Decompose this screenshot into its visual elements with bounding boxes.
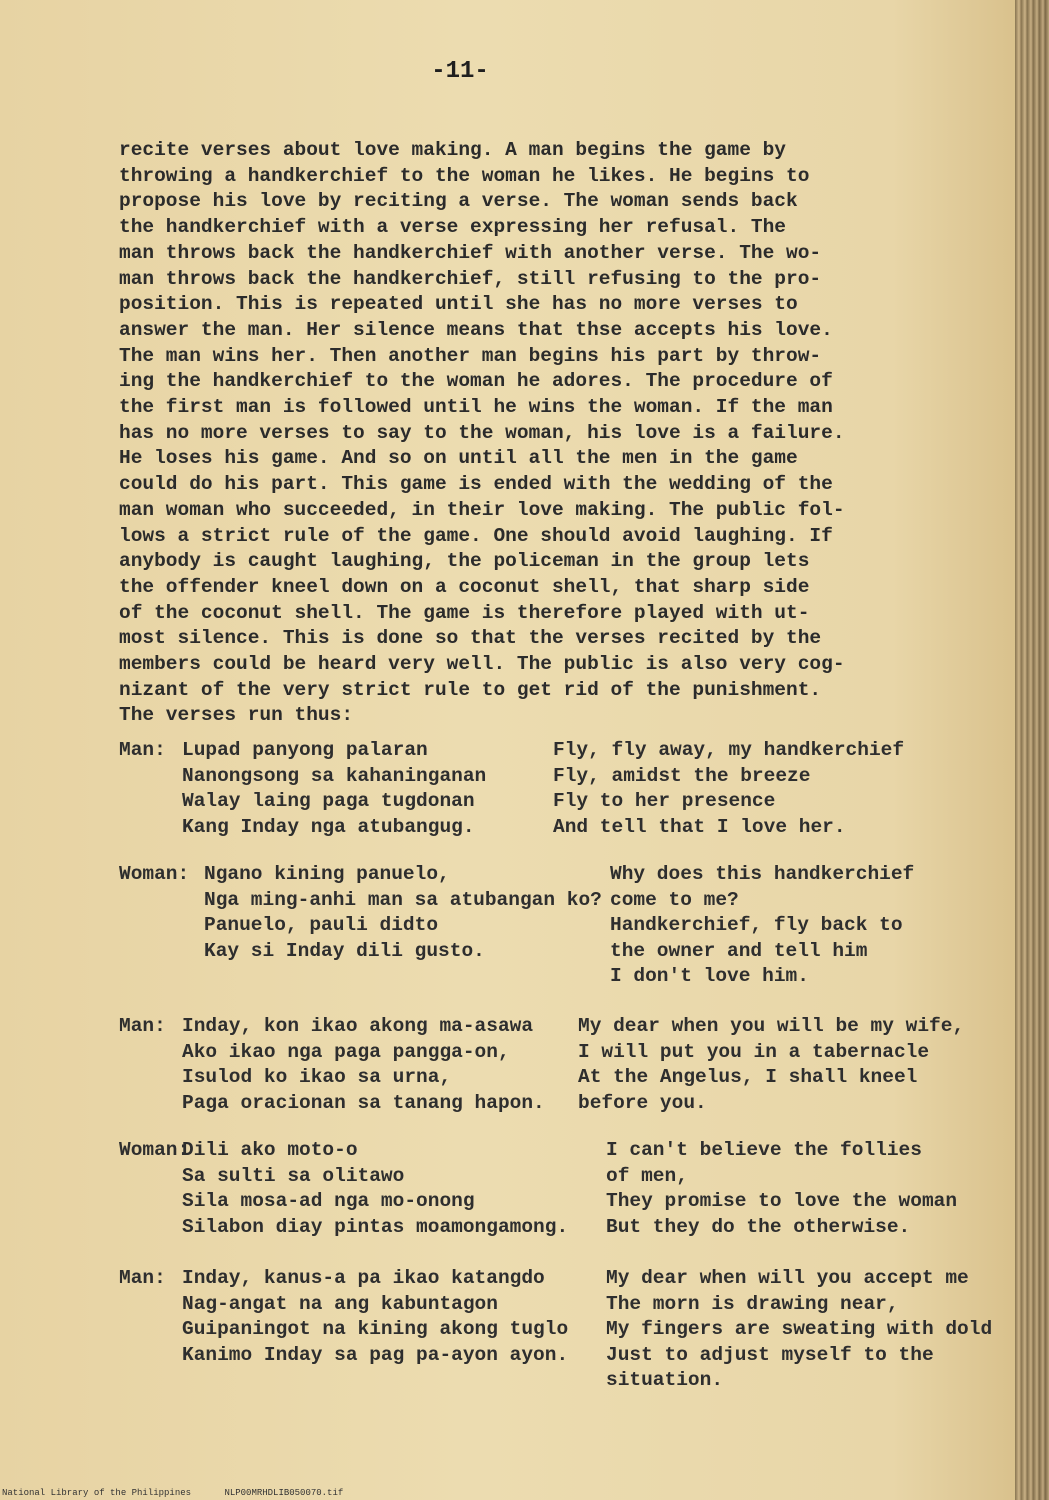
translation-line: Fly, fly away, my handkerchief — [553, 739, 905, 761]
body-line: man throws back the handkerchief with another verse. The wo- — [119, 241, 822, 264]
verse-line: Nag-angat na ang kabuntagon — [182, 1292, 498, 1315]
translation-line: Fly, amidst the breeze — [553, 764, 811, 787]
translation-line: My fingers are sweating with dold — [606, 1318, 993, 1340]
body-line: most silence. This is done so that the verses recited by the — [119, 627, 822, 650]
translation-line: the owner and tell him — [610, 939, 868, 962]
body-line: anybody is caught laughing, the policeman in the group lets — [119, 550, 810, 573]
translation-line: But they do the otherwise. — [606, 1215, 911, 1238]
verse-line: Paga oracionan sa tanang hapon. — [182, 1091, 545, 1114]
body-line: man woman who succeeded, in their love making. The public fol- — [119, 498, 845, 521]
verse-original — [182, 738, 486, 840]
body-line: nizant of the very strict rule to get rid of the punishment. — [119, 678, 822, 701]
verse-line: Walay laing paga tugdonan — [182, 790, 475, 812]
translation-line: Just to adjust myself to the — [606, 1343, 934, 1366]
translation-line: I can't believe the follies — [606, 1139, 922, 1161]
library-credit: National Library of the Philippines — [2, 1488, 192, 1498]
translation-line: They promise to love the woman — [606, 1190, 958, 1212]
translation-line: And tell that I love her. — [553, 815, 846, 838]
body-line: answer the man. Her silence means that thse accepts his love. — [119, 318, 833, 341]
verse-line: Panuelo, pauli didto — [204, 914, 439, 936]
body-line: position. This is repeated until she has no more verses to — [119, 293, 798, 316]
body-line: The verses run thus: — [119, 704, 354, 727]
speaker-label: Man: — [119, 739, 166, 761]
speaker-label: Woman: — [119, 1139, 190, 1161]
translation-line: come to me? — [610, 888, 739, 911]
body-line: The man wins her. Then another man begins his part by throw- — [119, 344, 822, 367]
verse-line: Inday, kanus-a pa ikao katangdo — [182, 1267, 545, 1289]
body-line: throwing a handkerchief to the woman he likes. He begins to — [119, 164, 810, 187]
verse-translation — [606, 1266, 992, 1394]
speaker-label: Man: — [119, 1015, 166, 1037]
verse-line: Nga ming-anhi man sa atubangan ko? — [204, 888, 602, 911]
verse-line: Silabon diay pintas moamongamong. — [182, 1215, 569, 1238]
verse-original — [182, 1266, 568, 1368]
body-line: lows a strict rule of the game. One should avoid laughing. If — [119, 524, 833, 547]
verse-translation — [578, 1014, 964, 1116]
speaker-label: Man: — [119, 1267, 166, 1289]
translation-line: before you. — [578, 1091, 707, 1114]
verse-line: Sa sulti sa olitawo — [182, 1164, 405, 1187]
translation-line: Handkerchief, fly back to — [610, 914, 903, 936]
translation-line: At the Angelus, I shall kneel — [578, 1066, 918, 1088]
translation-line: Fly to her presence — [553, 790, 776, 812]
body-line: He loses his game. And so on until all the men in the game — [119, 447, 798, 470]
body-line: members could be heard very well. The public is also very cog- — [119, 653, 845, 676]
body-line: propose his love by reciting a verse. The woman sends back — [119, 190, 798, 213]
translation-line: Why does this handkerchief — [610, 863, 915, 885]
file-name: NLP00MRHDLIB050070.tif — [224, 1488, 344, 1498]
body-line: could do his part. This game is ended with the wedding of the — [119, 473, 833, 496]
body-line: recite verses about love making. A man begins the game by — [119, 139, 787, 161]
translation-line: situation. — [606, 1369, 724, 1391]
verse-original — [182, 1014, 545, 1116]
body-line: of the coconut shell. The game is therefore played with ut- — [119, 601, 810, 624]
translation-line: I don't love him. — [610, 965, 809, 987]
speaker-label: Woman: — [119, 863, 190, 885]
verse-line: Sila mosa-ad nga mo-onong — [182, 1190, 475, 1212]
verse-line: Ngano kining panuelo, — [204, 863, 450, 885]
verse-line: Ako ikao nga paga pangga-on, — [182, 1040, 510, 1063]
verse-original — [204, 862, 602, 964]
translation-line: of men, — [606, 1164, 688, 1187]
verse-line: Lupad panyong palaran — [182, 739, 428, 761]
body-line: man throws back the handkerchief, still refusing to the pro- — [119, 267, 822, 290]
body-paragraph — [119, 138, 909, 729]
scan-footer — [2, 1488, 343, 1498]
verse-line: Kang Inday nga atubangug. — [182, 815, 475, 838]
body-line: the handkerchief with a verse expressing her refusal. The — [119, 216, 787, 239]
page-edge — [1015, 0, 1049, 1500]
body-line: has no more verses to say to the woman, his love is a failure. — [119, 421, 845, 444]
verse-line: Nanongsong sa kahaninganan — [182, 764, 487, 787]
verse-original — [182, 1138, 568, 1240]
translation-line: My dear when you will be my wife, — [578, 1015, 965, 1037]
verse-translation — [553, 738, 904, 840]
translation-line: My dear when will you accept me — [606, 1267, 969, 1289]
verse-translation — [610, 862, 914, 990]
verse-line: Guipaningot na kining akong tuglo — [182, 1318, 569, 1340]
page-number: -11- — [431, 58, 489, 85]
translation-line: The morn is drawing near, — [606, 1292, 899, 1315]
translation-line: I will put you in a tabernacle — [578, 1040, 930, 1063]
body-line: ing the handkerchief to the woman he adores. The procedure of — [119, 370, 833, 393]
body-line: the offender kneel down on a coconut shell, that sharp side — [119, 575, 810, 598]
verse-line: Inday, kon ikao akong ma-asawa — [182, 1015, 534, 1037]
verse-translation — [606, 1138, 957, 1240]
body-line: the first man is followed until he wins the woman. If the man — [119, 396, 833, 419]
verse-line: Kay si Inday dili gusto. — [204, 939, 485, 962]
verse-line: Kanimo Inday sa pag pa-ayon ayon. — [182, 1343, 569, 1366]
verse-line: Dili ako moto-o — [182, 1139, 358, 1161]
verse-line: Isulod ko ikao sa urna, — [182, 1066, 452, 1088]
